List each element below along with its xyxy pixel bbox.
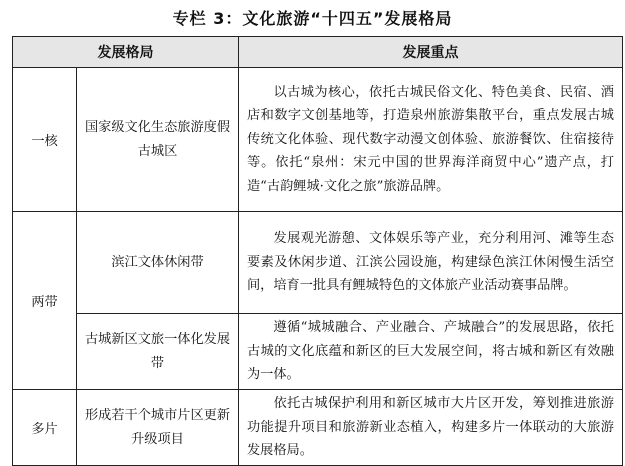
row-level: 多片 (13, 390, 77, 466)
row-level: 一核 (13, 68, 77, 212)
row-focus: 依托古城保护利用和新区城市大片区开发，筹划推进旅游功能提升项目和旅游新业态植入，构建多片一体联动的大旅游发展格局。 (239, 390, 623, 466)
header-focus: 发展重点 (239, 37, 623, 68)
table-row (13, 212, 623, 314)
row-focus: 发展观光游憩、文体娱乐等产业，充分利用河、滩等生态要素及休闲步道、江滨公园设施，构建绿色滨江休闲慢生活空间，培育一批具有鲤城特色的文体旅产业活动赛事品牌。 (239, 212, 623, 314)
table-row (13, 314, 623, 390)
table-caption: 专栏 3：文化旅游“十四五”发展格局 (172, 9, 453, 28)
row-name: 古城新区文旅一体化发展带 (77, 314, 239, 390)
row-name: 滨江文体休闲带 (77, 212, 239, 314)
development-layout-table (12, 36, 623, 466)
header-layout: 发展格局 (13, 37, 239, 68)
row-focus: 以古城为核心，依托古城民俗文化、特色美食、民宿、酒店和数字文创基地等，打造泉州旅游集散平台，重点发展古城传统文化体验、现代数字动漫文创体验、旅游餐饮、住宿接待等。依托“泉州：宋元中国的世界海洋商贸中心”遗产点，打造“古韵鲤城·文化之旅”旅游品牌。 (239, 68, 623, 212)
table-row (13, 68, 623, 212)
row-name: 形成若干个城市片区更新升级项目 (77, 390, 239, 466)
header-row (13, 37, 623, 68)
row-name: 国家级文化生态旅游度假古城区 (77, 68, 239, 212)
row-focus: 遵循“城城融合、产业融合、产城融合”的发展思路，依托古城的文化底蕴和新区的巨大发展空间，将古城和新区有效融为一体。 (239, 314, 623, 390)
row-level: 两带 (13, 212, 77, 390)
table-row (13, 390, 623, 466)
